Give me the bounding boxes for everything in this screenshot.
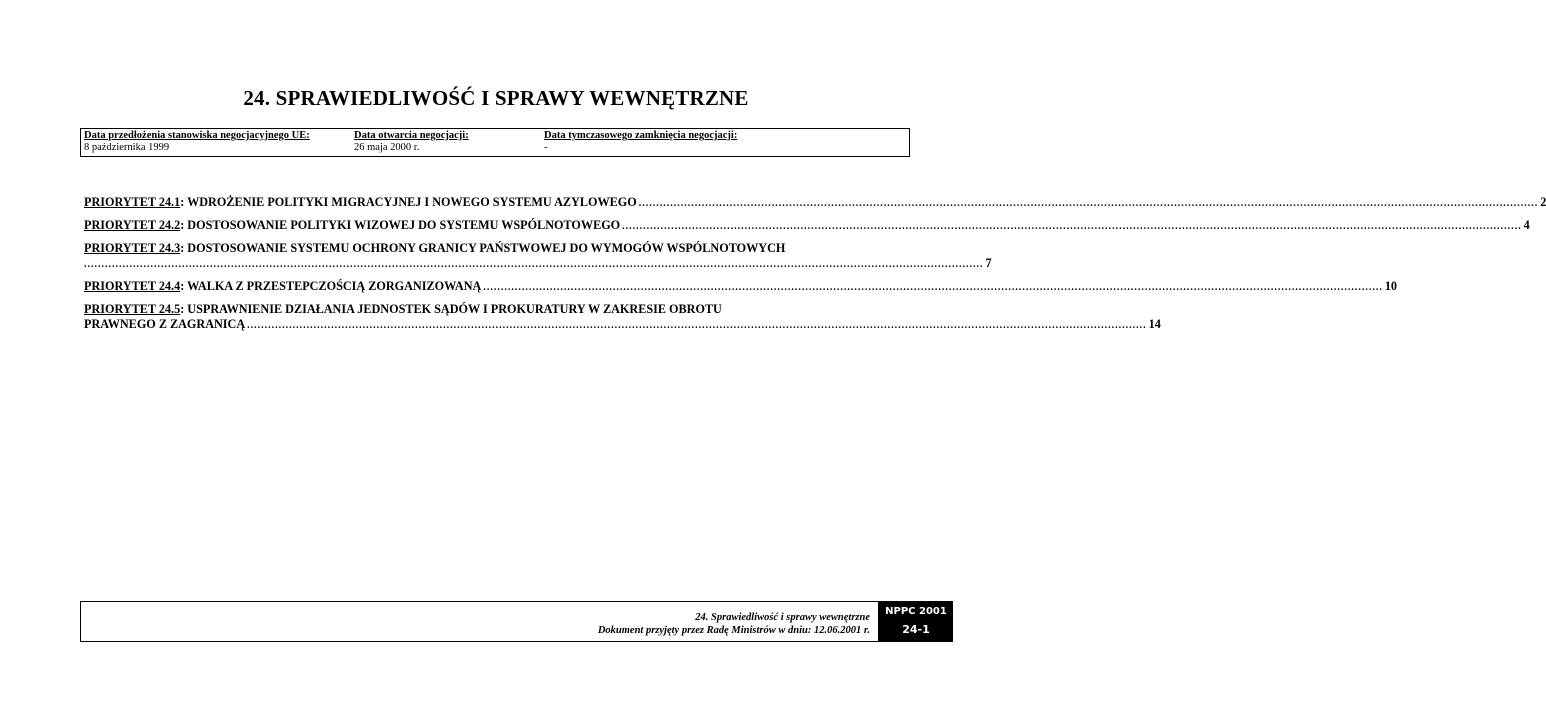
closing-date-value: -	[544, 142, 548, 153]
closing-date-label: Data tymczasowego zamknięcia negocjacji:	[544, 130, 738, 141]
dot-leader: .................................................................................................................................................................................................................................................................	[483, 282, 1383, 293]
toc-page-number: 4	[1523, 218, 1530, 232]
submission-date-label: Data przedłożenia stanowiska negocjacyjnego UE:	[84, 130, 310, 141]
toc-entry-title-continuation: PRAWNEGO Z ZAGRANICĄ	[84, 317, 246, 331]
table-of-contents	[84, 195, 1546, 340]
footer-adoption-note: Dokument przyjęty przez Radę Ministrów w dniu: 12.06.2001 r.	[597, 625, 870, 636]
opening-date-column	[354, 130, 469, 154]
toc-entry-title: : WDROŻENIE POLITYKI MIGRACYJNEJ I NOWEGO SYSTEMU AZYLOWEGO	[180, 195, 637, 209]
toc-entry-24-4[interactable]	[84, 279, 1398, 294]
footer-text	[598, 611, 870, 637]
toc-entry-24-1[interactable]	[84, 195, 1546, 210]
toc-entry-title: : DOSTOSOWANIE SYSTEMU OCHRONY GRANICY PAŃSTWOWEJ DO WYMOGÓW WSPÓLNOTOWYCH	[180, 241, 786, 255]
toc-page-number: 14	[1148, 317, 1161, 331]
toc-entry-title: : WALKA Z PRZESTEPCZOŚCIĄ ZORGANIZOWANĄ	[180, 279, 482, 293]
toc-entry-title: : DOSTOSOWANIE POLITYKI WIZOWEJ DO SYSTEMU WSPÓLNOTOWEGO	[180, 218, 621, 232]
page-title: 24. SPRAWIEDLIWOŚĆ I SPRAWY WEWNĘTRZNE	[243, 86, 749, 110]
closing-date-column	[544, 130, 737, 154]
page-number-badge: 24-1	[902, 623, 930, 636]
toc-priority-link[interactable]: PRIORYTET 24.3	[84, 241, 181, 255]
badge-program: NPPC 2001	[885, 606, 947, 617]
toc-priority-link[interactable]: PRIORYTET 24.5	[84, 302, 181, 316]
dot-leader: .................................................................................................................................................................................................................................................................	[638, 198, 1539, 209]
toc-entry-24-5[interactable]	[84, 302, 1161, 332]
document-badge	[879, 601, 953, 642]
toc-priority-link[interactable]: PRIORYTET 24.4	[84, 279, 181, 293]
negotiation-dates-table	[80, 128, 910, 157]
toc-page-number: 7	[985, 256, 992, 270]
submission-date-value: 8 października 1999	[84, 142, 170, 153]
toc-priority-link[interactable]: PRIORYTET 24.2	[84, 218, 181, 232]
submission-date-column	[84, 130, 310, 154]
dot-leader: .................................................................................................................................................................................................................................................................	[84, 259, 984, 270]
footer-chapter: 24. Sprawiedliwość i sprawy wewnętrzne	[695, 612, 870, 623]
toc-page-number: 10	[1384, 279, 1398, 293]
toc-entry-24-2[interactable]	[84, 218, 1530, 233]
opening-date-label: Data otwarcia negocjacji:	[354, 130, 469, 141]
dot-leader: .................................................................................................................................................................................................................................................................	[247, 320, 1147, 331]
toc-entry-title: : USPRAWNIENIE DZIAŁANIA JEDNOSTEK SĄDÓW I PROKURATURY W ZAKRESIE OBROTU	[180, 302, 722, 316]
page-footer	[80, 601, 879, 642]
toc-page-number: 2	[1540, 195, 1546, 209]
toc-priority-link[interactable]: PRIORYTET 24.1	[84, 195, 181, 209]
dot-leader: .................................................................................................................................................................................................................................................................	[622, 221, 1522, 232]
opening-date-value: 26 maja 2000 r.	[354, 142, 420, 153]
toc-entry-24-3[interactable]	[84, 241, 992, 271]
